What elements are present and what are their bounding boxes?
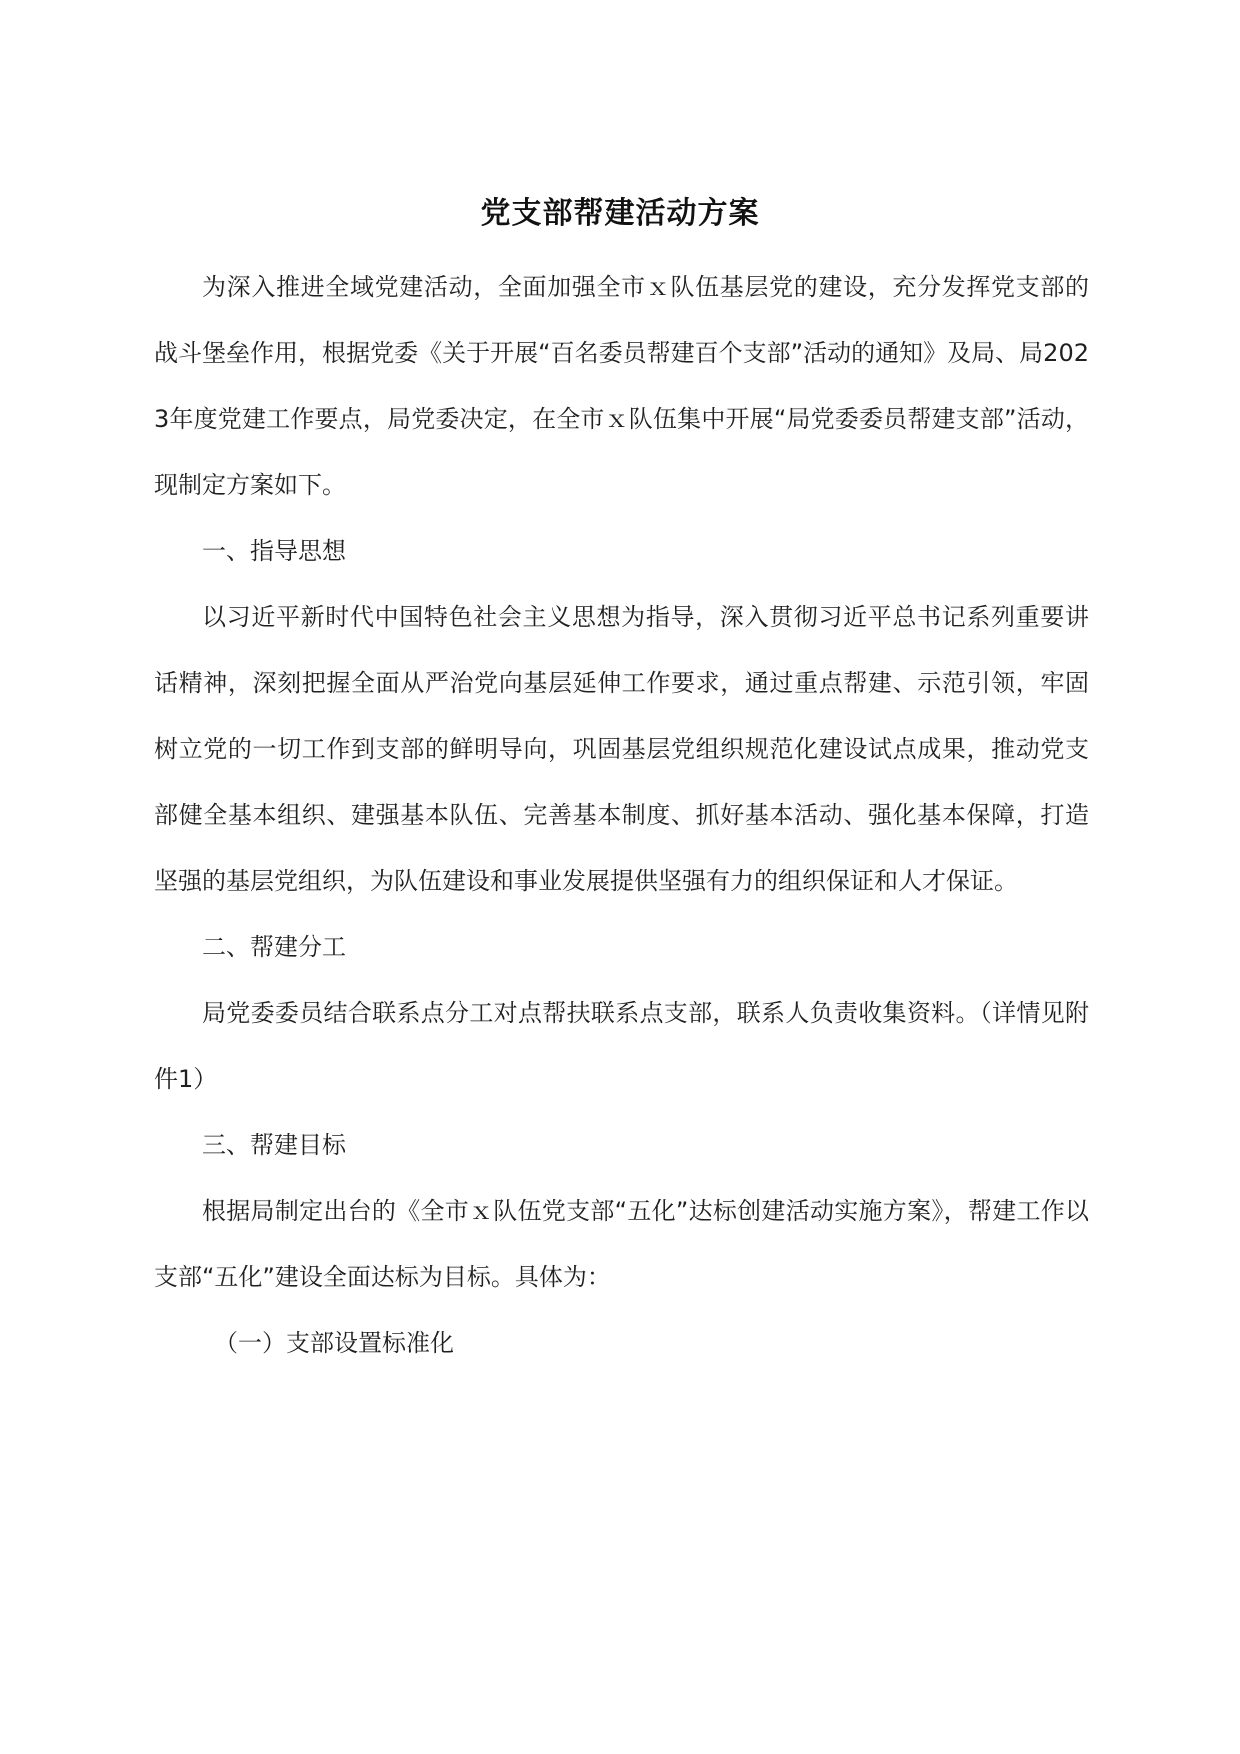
document-title: 党支部帮建活动方案 <box>480 196 760 231</box>
section-heading-goals: 三、帮建目标 <box>202 1131 346 1159</box>
guiding-ideology-paragraph: 以习近平新时代中国特色社会主义思想为指导，深入贯彻习近平总书记系列重要讲话精神，深刻把握全面从严治党向基层延伸工作要求，通过重点帮建、示范引领，牢固树立党的一切工作到支部的鲜明导向，巩固基层党组织规范化建设试点成果，推动党支部健全基本组织、建强基本队伍、完善基本制度、抓好基本活动、强化基本保障，打造坚强的基层党组织，为队伍建设和事业发展提供坚强有力的组织保证和人才保证。 <box>154 603 1089 895</box>
subsection-heading-standardization: （一）支部设置标准化 <box>214 1329 454 1357</box>
division-of-work-paragraph: 局党委委员结合联系点分工对点帮扶联系点支部，联系人负责收集资料。（详情见附件1） <box>154 999 1089 1093</box>
section-heading-division-of-work: 二、帮建分工 <box>202 933 346 961</box>
intro-paragraph: 为深入推进全域党建活动，全面加强全市ｘ队伍基层党的建设，充分发挥党支部的战斗堡垒作用，根据党委《关于开展“百名委员帮建百个支部”活动的通知》及局、局2023年度党建工作要点，局党委决定，在全市ｘ队伍集中开展“局党委委员帮建支部”活动，现制定方案如下。 <box>154 273 1089 499</box>
document-body <box>154 254 1089 1376</box>
section-heading-guiding-ideology: 一、指导思想 <box>202 537 346 565</box>
goals-paragraph: 根据局制定出台的《全市ｘ队伍党支部“五化”达标创建活动实施方案》，帮建工作以支部“五化”建设全面达标为目标。具体为： <box>154 1197 1089 1291</box>
